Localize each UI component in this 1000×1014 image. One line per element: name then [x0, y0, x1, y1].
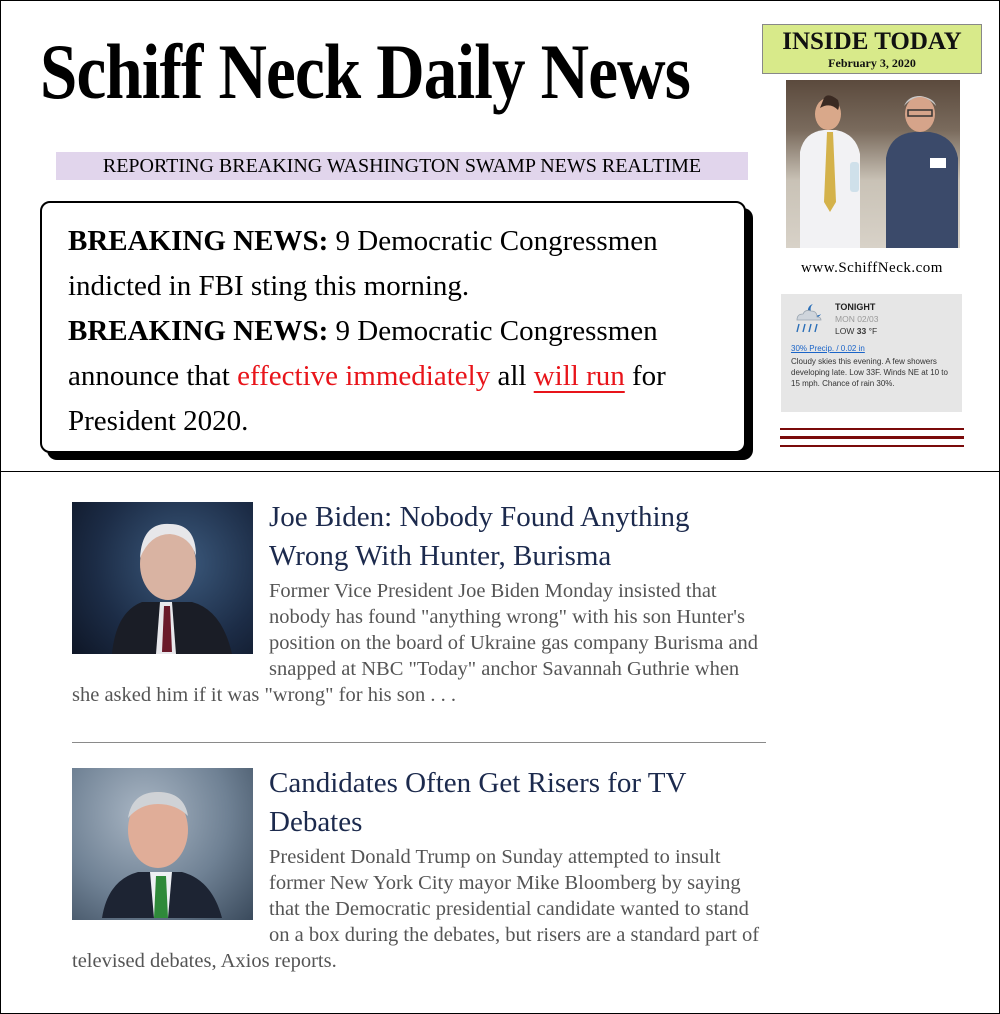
weather-precip-link[interactable]: 30% Precip. / 0.02 in [791, 344, 865, 353]
article-headline[interactable]: Candidates Often Get Risers for TV Debates [269, 767, 686, 838]
breaking-text: all [490, 360, 534, 392]
breaking-text: 9 Democratic Congressmen indicted in FBI sting this morning. [68, 225, 658, 302]
article-thumbnail[interactable] [72, 768, 253, 920]
article-headline[interactable]: Joe Biden: Nobody Found Anything Wrong With Hunter, Burisma [269, 501, 690, 572]
portrait-figure [72, 768, 253, 918]
rule-line [780, 436, 964, 439]
weather-description: Cloudy skies this evening. A few showers developing late. Low 33F. Winds NE at 10 to 15 mph. Chance of rain 30%. [791, 357, 948, 388]
breaking-item[interactable] [68, 219, 720, 309]
weather-unit: °F [868, 326, 878, 336]
weather-low-label: LOW [835, 326, 855, 336]
breaking-news-box [40, 201, 746, 453]
breaking-text: 9 Democratic Congressmen announce that [68, 315, 658, 392]
weather-low [835, 326, 877, 336]
sidebar-photo[interactable] [786, 80, 960, 248]
rain-cloud-moon-icon [791, 302, 825, 334]
sidebar-rules [780, 428, 964, 447]
breaking-text: for President 2020. [68, 360, 666, 437]
person-left-figure [794, 92, 864, 248]
article-summary: Former Vice President Joe Biden Monday insisted that nobody has found "anything wrong" with his son Hunter's position on the board of Ukraine gas company Burisma and snapped at NBC "Today" anchor Savannah Guthrie when she asked him if it was "wrong" for his son . . . [72, 580, 759, 706]
article-divider [72, 742, 766, 743]
rule-line [780, 428, 964, 430]
article-summary: President Donald Trump on Sunday attempted to insult former New York City mayor Mike Bloomberg by saying that the Democratic presidential candidate wanted to stand on a box during the debates, but risers are a standard part of televised debates, Axios reports. [72, 846, 760, 972]
inside-today-date: February 3, 2020 [828, 56, 916, 70]
breaking-label: BREAKING NEWS: [68, 315, 329, 347]
breaking-item[interactable] [68, 309, 720, 444]
inside-today-title: INSIDE TODAY [782, 28, 962, 55]
weather-low-value: 33 [856, 326, 867, 336]
weather-date: MON 02/03 [835, 314, 879, 324]
website-url[interactable]: www.SchiffNeck.com [801, 260, 943, 276]
article-thumbnail[interactable] [72, 502, 253, 654]
person-right-figure [884, 88, 960, 248]
highlight-link[interactable]: will run [533, 360, 625, 392]
article-item [72, 498, 766, 708]
weather-widget [781, 294, 962, 412]
masthead-title: Schiff Neck Daily News [40, 28, 690, 115]
weather-period: TONIGHT [835, 302, 876, 312]
breaking-label: BREAKING NEWS: [68, 225, 329, 257]
rule-line [780, 445, 964, 447]
portrait-figure [72, 502, 253, 654]
section-divider [0, 471, 1000, 472]
highlight-text: effective immediately [237, 360, 491, 392]
inside-today-badge [762, 24, 982, 74]
tagline: REPORTING BREAKING WASHINGTON SWAMP NEWS REALTIME [56, 152, 748, 180]
article-item [72, 764, 766, 974]
